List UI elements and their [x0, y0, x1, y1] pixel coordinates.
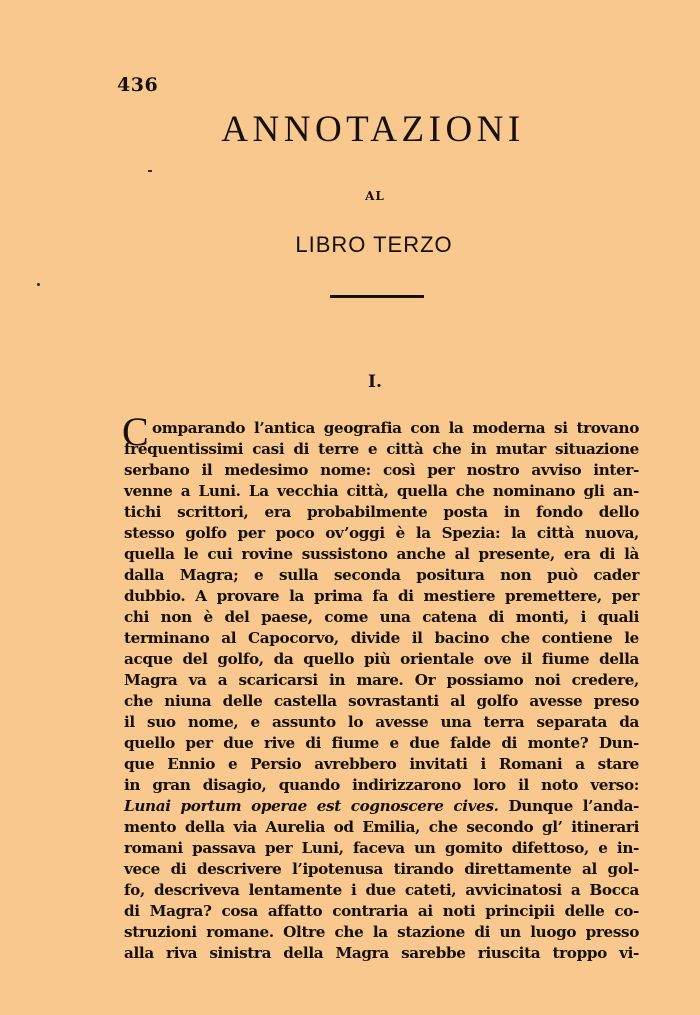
text-line: mento della via Aurelia od Emilia, che secondo gl’ itinerari [124, 818, 639, 836]
text-line: di Magra? cosa affatto contraria ai noti principii delle co- [124, 902, 639, 920]
first-line-text: omparando l’antica geografia con la moderna si trovano [152, 419, 639, 437]
text-line: fo, descriveva lentamente i due cateti, avvicinatosi a Bocca [124, 881, 639, 899]
text-line: vece di descrivere l’ipotenusa tirando direttamente al gol- [124, 860, 639, 878]
ink-speck [148, 170, 152, 172]
decorative-rule [330, 295, 424, 298]
latin-quote: Lunai portum operae est cognoscere cives. [124, 797, 499, 815]
text-line: venne a Luni. La vecchia città, quella che nominano gli an- [124, 482, 639, 500]
quote-line-rest: Dunque l’anda- [498, 797, 640, 815]
ink-speck [37, 283, 40, 286]
text-line: stesso golfo per poco ov’oggi è la Spezia: la città nuova, [124, 524, 639, 542]
text-line: quello per due rive di fiume e due falde di monte? Dun- [124, 734, 639, 752]
text-line: dubbio. A provare la prima fa di mestiere premettere, per [124, 587, 639, 605]
section-number: I. [368, 372, 382, 392]
text-line: il suo nome, e assunto lo avesse una terra separata da [124, 713, 639, 731]
text-line: chi non è del paese, come una catena di monti, i quali [124, 608, 639, 626]
text-line: alla riva sinistra della Magra sarebbe riuscita troppo vi- [124, 944, 639, 962]
text-line: struzioni romane. Oltre che la stazione di un luogo presso [124, 923, 639, 941]
text-line: in gran disagio, quando indirizzarono loro il noto verso: [124, 776, 639, 794]
text-line-quote [124, 796, 639, 817]
text-line: terminano al Capocorvo, divide il bacino che contiene le [124, 629, 639, 647]
book-subtitle: LIBRO TERZO [295, 232, 453, 257]
text-line: tichi scrittori, era probabilmente posta in fondo dello [124, 503, 639, 521]
text-line: che niuna delle castella sovrastanti al golfo avesse preso [124, 692, 639, 710]
text-line: Magra va a scaricarsi in mare. Or possiamo noi credere, [124, 671, 639, 689]
drop-cap: C [122, 409, 149, 454]
page-number: 436 [117, 74, 159, 96]
body-text [122, 409, 640, 964]
subtitle-al: AL [365, 189, 385, 203]
text-line: serbano il medesimo nome: così per nostro avviso inter- [124, 461, 639, 479]
text-line: que Ennio e Persio avrebbero invitati i Romani a stare [124, 755, 639, 773]
text-line: romani passava per Luni, faceva un gomito difettoso, e in- [124, 839, 639, 857]
text-line: frequentissimi casi di terre e città che in mutar situazione [124, 440, 639, 458]
text-line: acque del golfo, da quello più orientale ove il fiume della [124, 650, 639, 668]
page-title: ANNOTAZIONI [221, 109, 525, 150]
text-line: dalla Magra; e sulla seconda positura non può cader [124, 566, 639, 584]
text-line: quella le cui rovine sussistono anche al presente, era di là [124, 545, 639, 563]
